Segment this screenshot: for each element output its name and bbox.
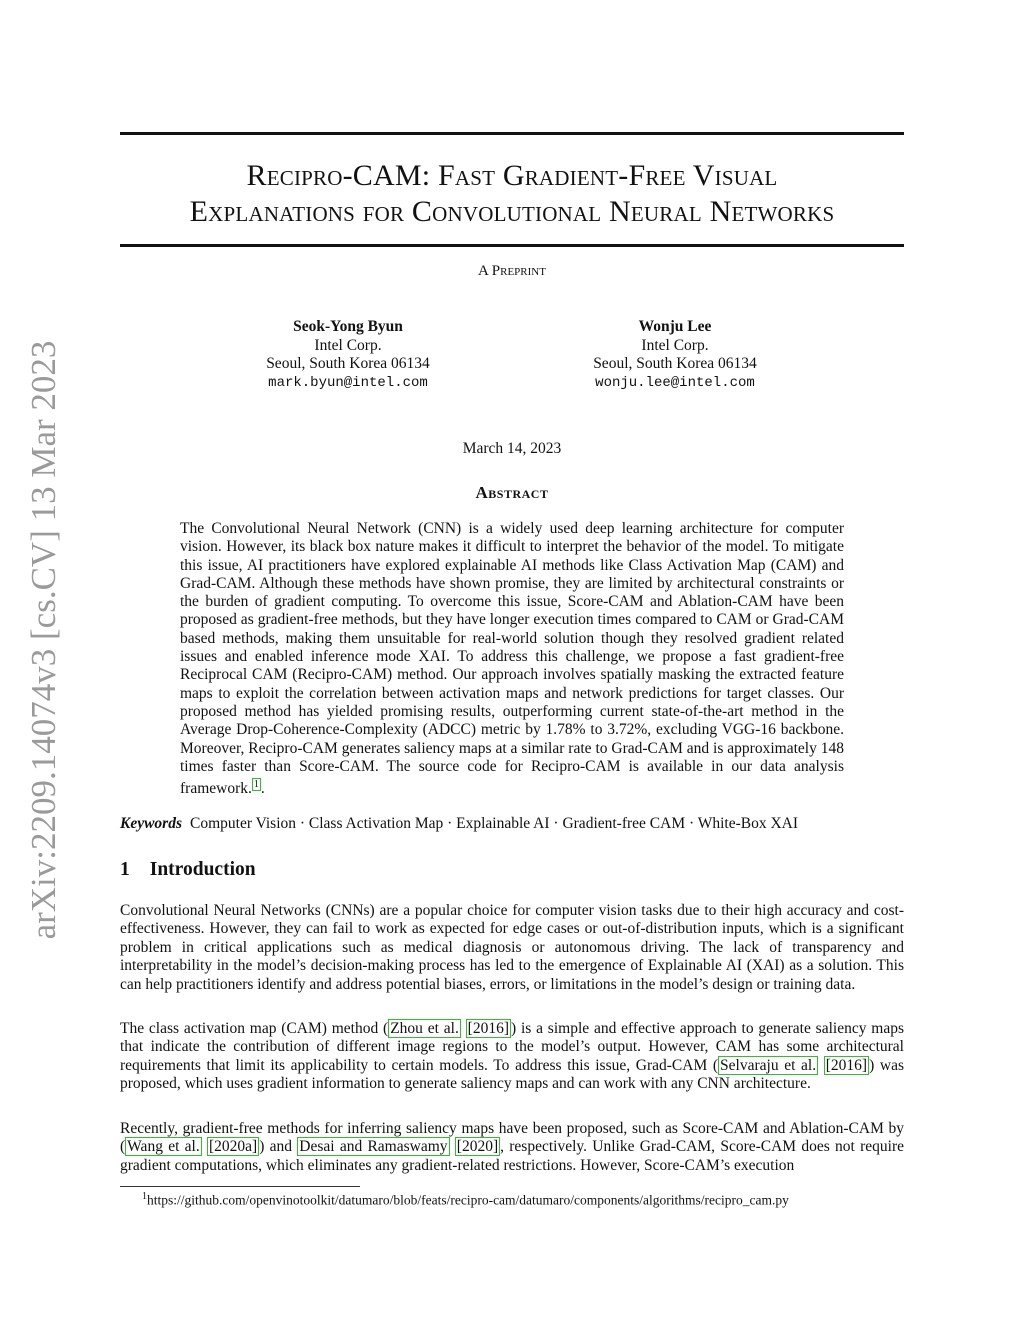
citation-link[interactable]: Wang et al. [127,1138,200,1156]
footnote-mark: 1 [142,1191,147,1202]
citation-link[interactable]: Desai and Ramaswamy [299,1138,448,1156]
citation-link[interactable]: Selvaraju et al. [720,1056,817,1074]
keywords-line [120,815,904,833]
citation-year-link[interactable]: [2016] [467,1020,509,1037]
section-heading [120,859,256,881]
author-block-2 [525,318,825,392]
citation-year-link[interactable]: [2016] [825,1056,868,1074]
abstract-end: . [260,780,265,798]
author-address: Seoul, South Korea 06134 [593,355,757,372]
paragraph-text: ) was proposed, which uses gradient information to generate saliency maps and can work with any CNN architecture. [120,1056,905,1093]
footnote-url[interactable]: https://github.com/openvinotoolkit/datumaro/blob/feats/recipro-cam/datumaro/components/algorithms/recipro_cam.py [147,1192,789,1208]
intro-paragraph-2 [120,1020,904,1094]
author-email: wonju.lee@intel.com [595,374,755,391]
citation-link[interactable]: Zhou et al. [390,1020,459,1037]
paper-title-line-2: Explanations for Convolutional Neural Networks [189,195,835,228]
paragraph-text: ) and [259,1138,298,1156]
abstract-heading: Abstract [475,483,549,502]
paragraph-text: ) is a simple and effective approach to generate saliency maps that indicate the contribution of different image regions to the model’s output. However, CAM has some architectural requirements that limit its applicability to certain models. To address this issue, Grad-CAM ( [120,1020,905,1074]
section-title: Introduction [149,859,256,880]
author-affiliation: Intel Corp. [641,336,709,354]
paragraph-text: The class activation map (CAM) method ( [120,1020,389,1037]
abstract-text: The Convolutional Neural Network (CNN) is a widely used deep learning architecture for computer vision. However, its black box nature makes it difficult to interpret the behavior of the model. To mitigate this issue, AI practitioners have explored explainable AI methods like Class Activation Map (CAM) and Grad-CAM. Although these methods have shown promise, they are limited by architectural constraints or the burden of gradient computing. To overcome this issue, Score-CAM and Ablation-CAM have been proposed as gradient-free methods, but they have longer execution times compared to CAM or Grad-CAM based methods, making them unsuitable for real-world solution though they resolved gradient related issues and enabled inference mode XAI. To address this challenge, we propose a fast gradient-free Reciprocal CAM (Recipro-CAM) method. Our approach involves spatially masking the extracted feature maps to exploit the correlation between activation maps and network predictions for target classes. Our proposed method has yielded promising results, outperforming current state-of-the-art method in the Average Drop-Coherence-Complexity (ADCC) metric by 1.78% to 3.72%, excluding VGG-16 backbone. Moreover, Recipro-CAM generates saliency maps at a similar rate to Grad-CAM and is approximately 148 times faster than Score-CAM. The source code for Recipro-CAM is available in our data analysis framework. [180,520,844,798]
abstract-body [180,520,844,799]
paper-title [120,158,904,230]
paper-title-line-1: Recipro-CAM: Fast Gradient-Free Visual [246,159,778,192]
footnote [142,1191,789,1209]
publication-date: March 14, 2023 [462,440,562,457]
preprint-label: A Preprint [478,263,546,279]
title-bottom-rule [120,244,904,247]
author-name: Seok-Yong Byun [293,318,403,335]
paragraph-text: , respectively. Unlike Grad-CAM, Score-CAM does not require gradient computations, which eliminates any gradient-related restrictions. However, Score-CAM’s execution [120,1138,904,1174]
paragraph-text: Recently, gradient-free methods for inferring saliency maps have been proposed, such as Score-CAM and Ablation-CAM by ( [120,1120,904,1156]
citation-year-link[interactable]: [2020] [456,1138,499,1156]
title-top-rule [120,132,904,135]
intro-paragraph-1: Convolutional Neural Networks (CNNs) are a popular choice for computer vision tasks due to their high accuracy and cost-effectiveness. However, they can fail to work as expected for edge cases or out-of-distribution inputs, which is a significant problem in critical applications such as medical diagnosis or autonomous driving. The lack of transparency and interpretability in the model’s decision-making process has led to the emergence of Explainable AI (XAI) as a solution. This can help practitioners identify and address potential biases, errors, or limitations in the model’s design or training data. [120,902,904,993]
intro-paragraph-3 [120,1120,904,1175]
citation-year-link[interactable]: [2020a] [208,1138,258,1156]
author-name: Wonju Lee [638,318,712,335]
keywords-label: Keywords [120,815,182,832]
arxiv-identifier-text: arXiv:2209.14074v3 [cs.CV] 13 Mar 2023 [24,340,63,940]
footnote-rule [120,1186,360,1187]
author-affiliation: Intel Corp. [314,336,382,354]
author-address: Seoul, South Korea 06134 [266,355,430,372]
footnote-link[interactable]: 1 [253,779,259,791]
author-block-1 [198,318,498,392]
author-email: mark.byun@intel.com [268,374,428,391]
keywords-list: Computer Vision · Class Activation Map · Explainable AI · Gradient-free CAM · White-Box XAI [190,815,799,832]
section-number: 1 [120,859,130,880]
